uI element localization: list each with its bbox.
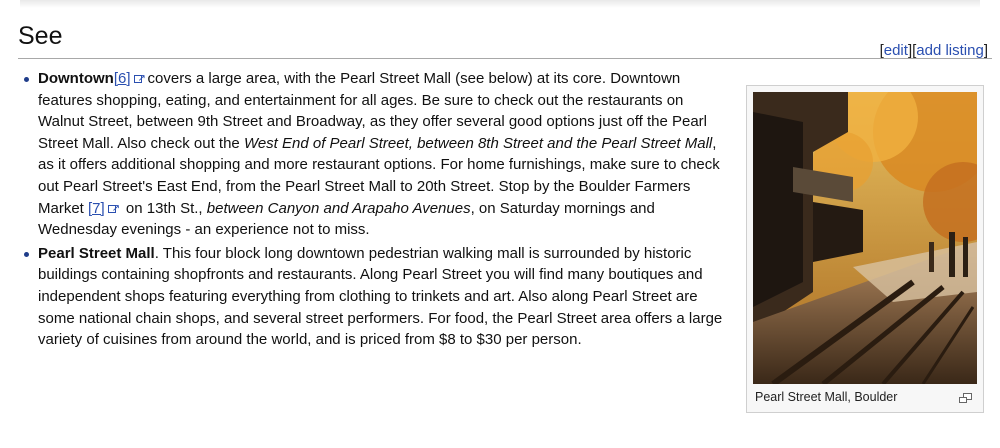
heading-divider — [18, 58, 992, 59]
section-edit-links: [edit][add listing] — [879, 42, 988, 59]
top-edge — [20, 0, 980, 8]
listing-italic-text: West End of Pearl Street, between 8th Street and the Pearl Street Mall — [243, 134, 713, 152]
edit-link[interactable]: edit — [883, 42, 908, 59]
external-link-icon — [108, 203, 119, 214]
listing-text: , as it offers additional shopping and more restaurant options. For home furnishings, make sure to check out Pearl Street's East End, from the Pearl Street Mall to 20th Street. Stop by the Boulder Farmers Market — [38, 134, 720, 217]
section-content — [22, 68, 728, 353]
add-listing-link[interactable]: add listing — [916, 42, 984, 59]
reference-link[interactable]: [7] — [88, 199, 105, 217]
image-caption: Pearl Street Mall, Boulder — [755, 390, 898, 404]
list-item — [38, 243, 728, 351]
pearl-street-photo[interactable] — [753, 92, 977, 384]
listing-text: covers a large area, with the Pearl Street Mall (see below) at its core. Downtown features shopping, eating, and entertainment for all ages. Be sure to check out the restaurants on Walnut Street, between 9th Street and Broadway, as they offer several good options just off the Pearl Street Mall. Also check out the — [38, 70, 708, 152]
listing-list — [22, 68, 728, 351]
listing-text: , on Saturday mornings and Wednesday evenings - an experience not to miss. — [38, 199, 655, 239]
listing-text: on 13th St., — [121, 199, 207, 217]
external-link-icon — [134, 73, 145, 84]
listing-title: Pearl Street Mall — [38, 244, 155, 262]
reference-link[interactable]: [6] — [113, 70, 131, 87]
listing-title: Downtown — [38, 70, 114, 87]
section-heading: See — [18, 22, 63, 50]
image-thumbnail — [746, 85, 984, 413]
list-item — [38, 68, 728, 241]
listing-text: . This four block long downtown pedestrian walking mall is surrounded by historic buildings containing shopfronts and restaurants. Along Pearl Street you will find many boutiques and independent shops featuring everything from clothing to trinkets and art. Also along Pearl Street are some national chain shops, and several street performers. For food, the Pearl Street area offers a large variety of cuisines from around the world, and is priced from $8 to $30 per person. — [38, 244, 723, 349]
enlarge-icon[interactable] — [959, 393, 973, 403]
listing-italic-text: between Canyon and Arapaho Avenues — [206, 199, 471, 217]
photo-illustration — [753, 92, 977, 384]
